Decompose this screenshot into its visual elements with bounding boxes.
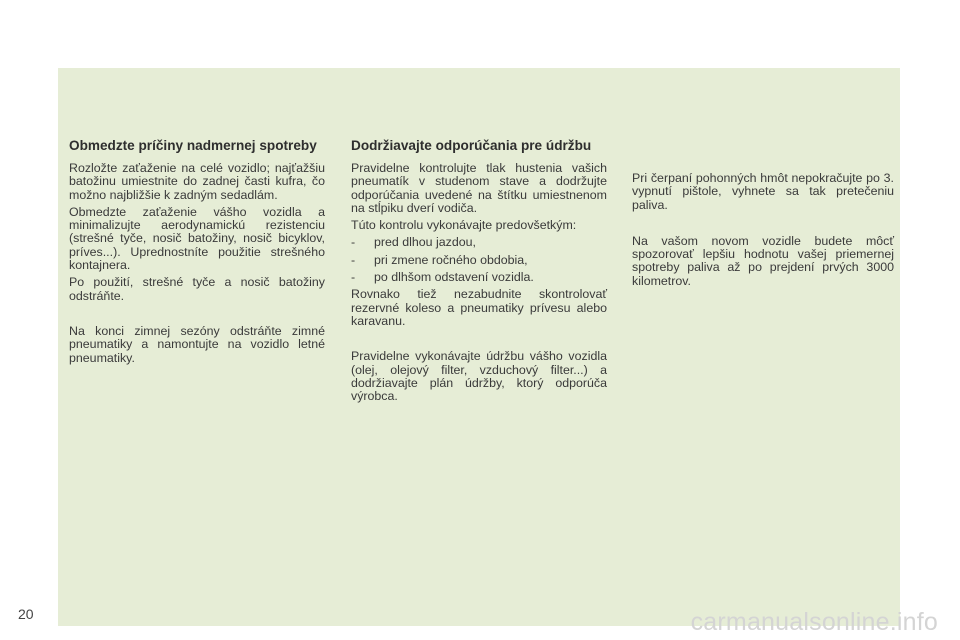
paragraph: Na konci zimnej sezóny odstráňte zimné pneumatiky a namontujte na vozidlo letné pneumatiky. [69, 323, 325, 365]
section-title-consumption: Obmedzte príčiny nadmernej spotreby [69, 138, 317, 153]
paragraph: Rovnako tiež nezabudnite skontrolovať rezervné koleso a pneumatiky prívesu alebo karavanu. [351, 287, 607, 328]
paragraph: Túto kontrolu vykonávajte predovšetkým: [351, 218, 577, 233]
section-title-maintenance: Dodržiavajte odporúčania pre údržbu [351, 138, 592, 153]
list-item: - pri zmene ročného obdobia, [351, 254, 607, 267]
list-item: - pred dlhou jazdou, [351, 236, 607, 249]
paragraph: Na vašom novom vozidle budete môcť spozorovať lepšiu hodnotu vašej priemernej spotreby paliva až po prejdení prvých 3000 kilometrov. [632, 233, 894, 288]
paragraph: Pravidelne vykonávajte údržbu vášho vozidla (olej, olejový filter, vzduchový filter...) a dodržiavajte plán údržby, ktorý odporúča výrobca. [351, 349, 607, 404]
check-occasions-list [351, 236, 607, 284]
page-number: 20 [18, 606, 34, 622]
paragraph: Obmedzte zaťaženie vášho vozidla a minimalizujte aerodynamickú rezistenciu (strešné tyče, nosič batožiny, nosič bicyklov, príves...). Uprednostníte použitie strešného kontajnera. [69, 204, 325, 273]
paragraph: Pri čerpaní pohonných hmôt nepokračujte po 3. vypnutí pištole, vyhnete sa tak pretečeniu paliva. [632, 171, 894, 212]
column-3 [632, 172, 894, 292]
column-1 [69, 138, 325, 369]
column-2 [351, 138, 607, 407]
paragraph: Rozložte zaťaženie na celé vozidlo; najťažšiu batožinu umiestnite do zadnej časti kufra, čo možno najbližšie k zadným sedadlám. [69, 161, 325, 202]
list-item: - po dlhšom odstavení vozidla. [351, 271, 607, 284]
paragraph: Po použití, strešné tyče a nosič batožiny odstráňte. [69, 275, 325, 303]
paragraph: Pravidelne kontrolujte tlak hustenia vašich pneumatík v studenom stave a dodržujte odporúčania uvedené na štítku umiestnenom na stĺpiku dverí vodiča. [351, 161, 607, 215]
watermark: carmanualsonline.info [690, 608, 938, 636]
